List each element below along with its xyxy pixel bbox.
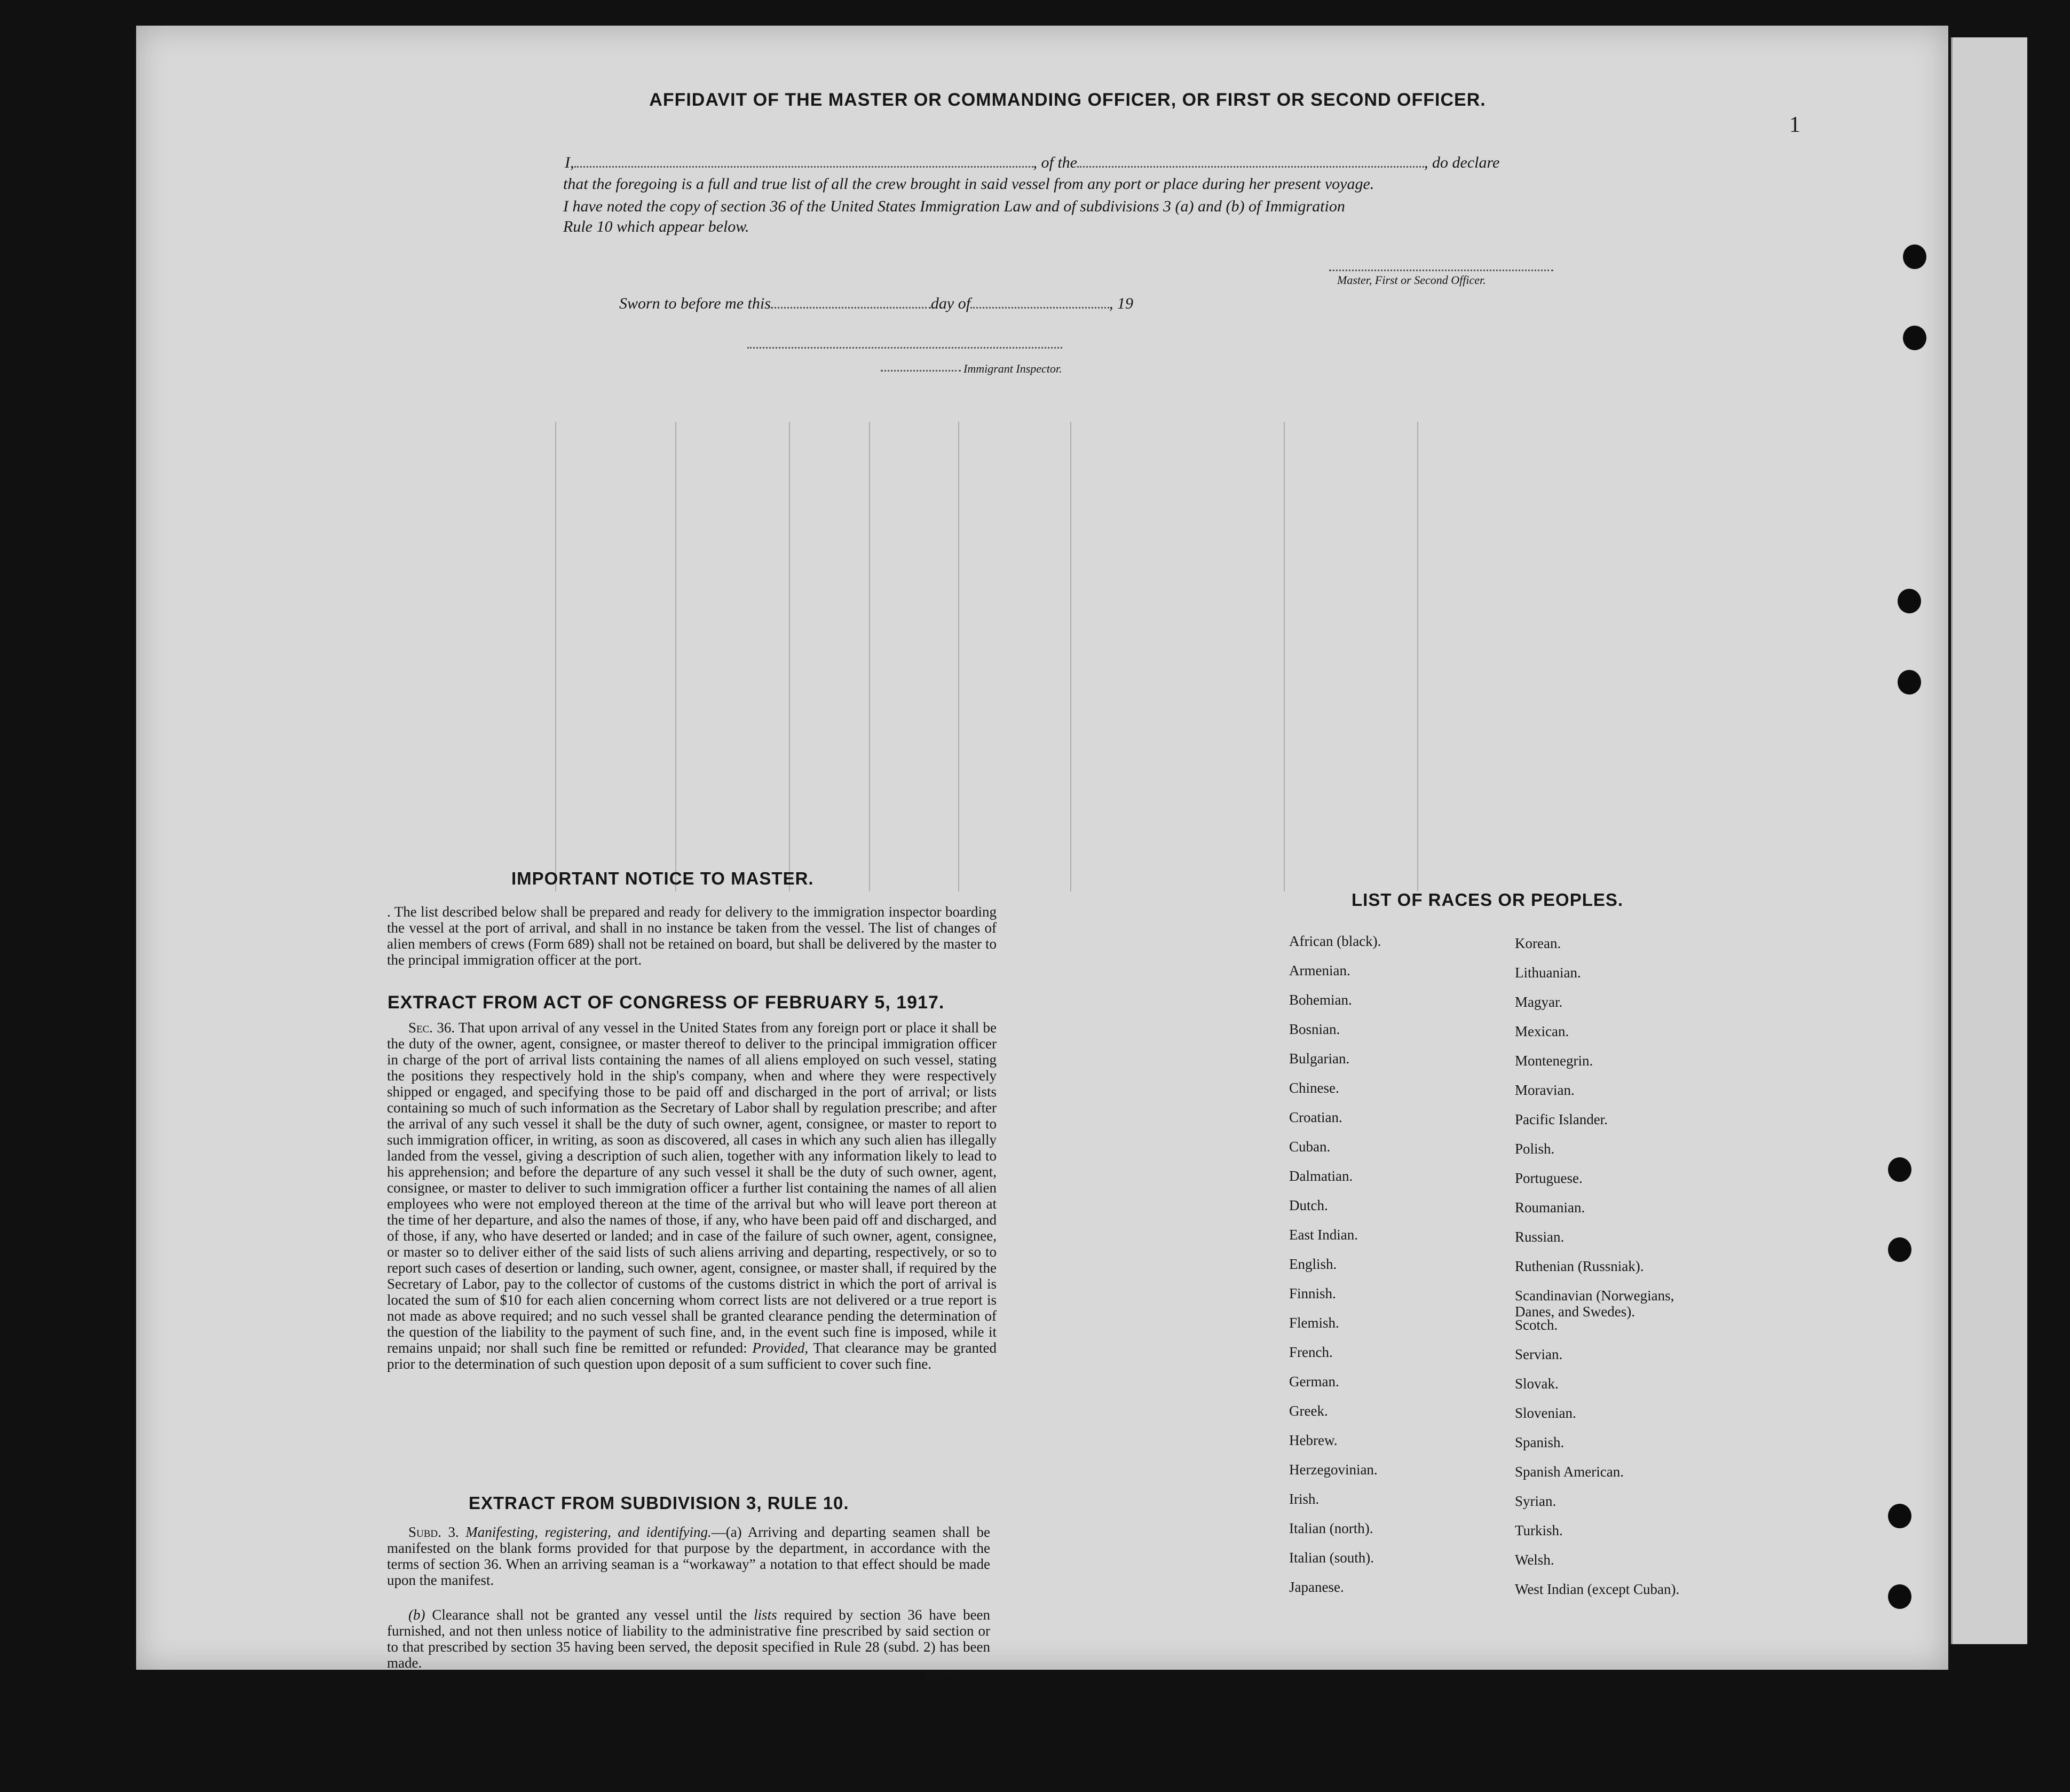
punch-hole <box>1888 1237 1911 1262</box>
race-item: Italian (north). <box>1289 1520 1373 1536</box>
form-column-rule <box>1070 422 1071 891</box>
race-item: Slovak. <box>1515 1376 1559 1392</box>
race-item: African (black). <box>1289 933 1381 949</box>
race-item: Greek. <box>1289 1403 1328 1419</box>
punch-hole <box>1888 1504 1911 1528</box>
race-item: Croatian. <box>1289 1109 1342 1125</box>
race-item: Polish. <box>1515 1141 1555 1157</box>
race-item: Scotch. <box>1515 1317 1558 1333</box>
race-item: Mexican. <box>1515 1023 1569 1039</box>
form-column-rule <box>555 422 556 891</box>
affidavit-line-3: I have noted the copy of section 36 of the United States Immigration Law and of subdivisions 3 (a) and (b) of Immigration <box>563 198 1345 215</box>
race-item: Herzegovinian. <box>1289 1462 1378 1478</box>
sworn-label: Sworn to before me this <box>619 295 771 312</box>
race-item: Ruthenian (Russniak). <box>1515 1258 1644 1274</box>
race-item: Slovenian. <box>1515 1405 1576 1421</box>
race-item: Portuguese. <box>1515 1170 1583 1186</box>
race-item: Dalmatian. <box>1289 1168 1353 1184</box>
subdivision-label: Subd. 3. <box>408 1524 459 1540</box>
subdivision-b-label: (b) <box>408 1607 425 1623</box>
race-item: Irish. <box>1289 1491 1320 1507</box>
form-column-rule <box>1417 422 1418 891</box>
affidavit-title: AFFIDAVIT OF THE MASTER OR COMMANDING OFFICER, OR FIRST OR SECOND OFFICER. <box>649 90 1486 110</box>
race-item: French. <box>1289 1344 1333 1360</box>
form-column-rule <box>958 422 959 891</box>
affidavit-line-1 <box>565 154 1499 172</box>
race-item: Spanish. <box>1515 1434 1565 1450</box>
affidavit-line-4: Rule 10 which appear below. <box>563 218 749 235</box>
master-caption: Master, First or Second Officer. <box>1337 273 1486 287</box>
inspector-signature-line-2 <box>881 370 961 372</box>
name-blank <box>574 155 1033 168</box>
punch-hole <box>1903 326 1926 350</box>
punch-hole <box>1903 244 1926 269</box>
race-item: Chinese. <box>1289 1080 1339 1096</box>
race-item: Bosnian. <box>1289 1021 1340 1037</box>
affidavit-declare: , do declare <box>1424 154 1500 171</box>
race-item: East Indian. <box>1289 1227 1358 1243</box>
race-item: Montenegrin. <box>1515 1053 1593 1069</box>
master-signature-line <box>1329 270 1553 271</box>
race-item: German. <box>1289 1373 1339 1390</box>
race-item: English. <box>1289 1256 1337 1272</box>
race-item: Magyar. <box>1515 994 1563 1010</box>
inspector-caption: Immigrant Inspector. <box>963 362 1062 375</box>
sworn-year: , 19 <box>1109 295 1134 312</box>
subdivision-b-lists: lists <box>754 1607 777 1623</box>
races-title: LIST OF RACES OR PEOPLES. <box>1352 890 1624 910</box>
affidavit-line-2: that the foregoing is a full and true list of all the crew brought in said vessel from any port or place during her present voyage. <box>563 175 1374 193</box>
race-item: Spanish American. <box>1515 1464 1624 1480</box>
page-number: 1 <box>1789 113 1800 137</box>
extract-act-title: EXTRACT FROM ACT OF CONGRESS OF FEBRUARY 5, 1917. <box>388 992 945 1013</box>
race-item: Armenian. <box>1289 962 1350 978</box>
subdivision-b-text-1: Clearance shall not be granted any vessel until the <box>432 1607 747 1623</box>
race-item: Pacific Islander. <box>1515 1111 1608 1127</box>
race-item: Scandinavian (Norwegians, Danes, and Swedes). <box>1515 1288 1674 1320</box>
race-item: Cuban. <box>1289 1139 1331 1155</box>
vessel-blank <box>1077 155 1424 168</box>
races-right-column <box>1515 935 1750 1611</box>
races-left-column <box>1289 933 1513 1608</box>
race-item: Moravian. <box>1515 1082 1575 1098</box>
notice-text: . The list described below shall be prepared and ready for delivery to the immigration inspector boarding the vessel at the port of arrival, and shall in no instance be taken from the vessel. The list of changes of alien members of crews (Form 689) shall not be retained on board, but shall be delivered by the master to the principal immigration officer at the port. <box>387 904 997 968</box>
punch-hole <box>1888 1157 1911 1182</box>
sworn-day-blank <box>771 296 931 309</box>
race-item: Lithuanian. <box>1515 965 1581 981</box>
race-item: Syrian. <box>1515 1493 1557 1509</box>
race-item: Roumanian. <box>1515 1199 1585 1215</box>
race-item: Hebrew. <box>1289 1432 1338 1448</box>
page-edge-strip <box>1951 37 2027 1644</box>
sworn-month-blank <box>970 296 1109 309</box>
extract-act-text <box>387 1020 997 1372</box>
race-item: Bohemian. <box>1289 992 1352 1008</box>
race-item: Russian. <box>1515 1229 1565 1245</box>
race-item: West Indian (except Cuban). <box>1515 1581 1680 1597</box>
subdivision-heading: Manifesting, registering, and identifying. <box>465 1524 712 1540</box>
affidavit-i: I, <box>565 154 574 171</box>
race-item: Japanese. <box>1289 1579 1344 1595</box>
extract-rule-a <box>387 1524 990 1588</box>
section-36-text-end: That clearance may be granted prior to the determination of such question upon deposit of a sum sufficient to cover such fine. <box>387 1340 997 1372</box>
extract-rule-title: EXTRACT FROM SUBDIVISION 3, RULE 10. <box>469 1493 849 1513</box>
race-item: Korean. <box>1515 935 1561 951</box>
sworn-day-of: day of <box>930 295 971 312</box>
section-36-text: That upon arrival of any vessel in the United States from any foreign port or place it shall be the duty of the owner, agent, consignee, or master thereof to deliver to the principal immigration officer in charge of the port of arrival lists containing the names of all aliens employed on such vessel, stating the positions they respectively hold in the ship's company, when and where they were respectively shipped or engaged, and specifying those to be paid off and discharged in the port of arrival; or lists containing so much of such information as the Secretary of Labor shall by regulation prescribe; and after the arrival of any such vessel it shall be the duty of such owner, agent, consignee, or master to report to such immigration officer, in writing, as soon as discovered, all cases in which any such alien has illegally landed from the vessel, giving a description of such alien, together with any information likely to lead to his apprehension; and before the departure of any such vessel it shall be the duty of such owner, agent, consignee, or master to deliver to such immigration officer a further list containing the names of all alien employees who were not employed thereon at the time of the arrival but who will leave port thereon at the time of her departure, and also the names of those, if any, who have been paid off and discharged, and of those, if any, who have deserted or landed; and in case of the failure of such owner, agent, consignee, or master so to deliver either of the said lists of such aliens arriving and departing, respectively, or so to report such cases of desertion or landing, such owner, agent, consignee, or master shall, if required by the Secretary of Labor, pay to the collector of customs of the customs district in which the port of arrival is located the sum of $10 for each alien concerning whom correct lists are not delivered or a true report is not made as above required; and no such vessel shall be granted clearance pending the determination of the question of the liability to the payment of such fine, and, in the event such fine is imposed, while it remains unpaid; nor shall such fine be remitted or refunded: <box>387 1020 997 1356</box>
form-number: 14—1240 <box>925 1669 957 1678</box>
race-item: Bulgarian. <box>1289 1051 1350 1067</box>
affidavit-of-the: , of the <box>1033 154 1077 171</box>
provided-word: Provided, <box>752 1340 809 1356</box>
race-item: Italian (south). <box>1289 1550 1374 1566</box>
race-item: Turkish. <box>1515 1522 1563 1538</box>
race-item: Servian. <box>1515 1346 1563 1362</box>
punch-hole <box>1888 1584 1911 1609</box>
notice-title: IMPORTANT NOTICE TO MASTER. <box>511 869 814 888</box>
extract-rule-b <box>387 1607 990 1671</box>
sworn-line <box>619 295 1133 313</box>
inspector-signature-line-1 <box>747 347 1062 349</box>
form-column-rule <box>789 422 790 891</box>
section-label: Sec. 36. <box>408 1020 455 1036</box>
subdivision-b-text-2: required by section 36 have been furnished, and not then unless notice of liability to the administrative fine prescribed by said section or to that prescribed by section 35 having been served, the deposit specified in Rule 28 (subd. 2) has been made. <box>387 1607 991 1671</box>
form-column-rule <box>675 422 676 891</box>
punch-hole <box>1898 589 1921 613</box>
race-item: Flemish. <box>1289 1315 1339 1331</box>
subdivision-a-text: —(a) Arriving and departing seamen shall be manifested on the blank forms provided for that purpose by the department, in accordance with the terms of section 36. When an arriving seaman is a “workaway” a notation to that effect should be made upon the manifest. <box>387 1524 990 1588</box>
form-column-rule <box>1284 422 1285 891</box>
race-item: Finnish. <box>1289 1285 1336 1301</box>
race-item: Dutch. <box>1289 1197 1328 1213</box>
form-column-rule <box>869 422 870 891</box>
punch-hole <box>1898 670 1921 694</box>
race-item: Welsh. <box>1515 1552 1554 1568</box>
